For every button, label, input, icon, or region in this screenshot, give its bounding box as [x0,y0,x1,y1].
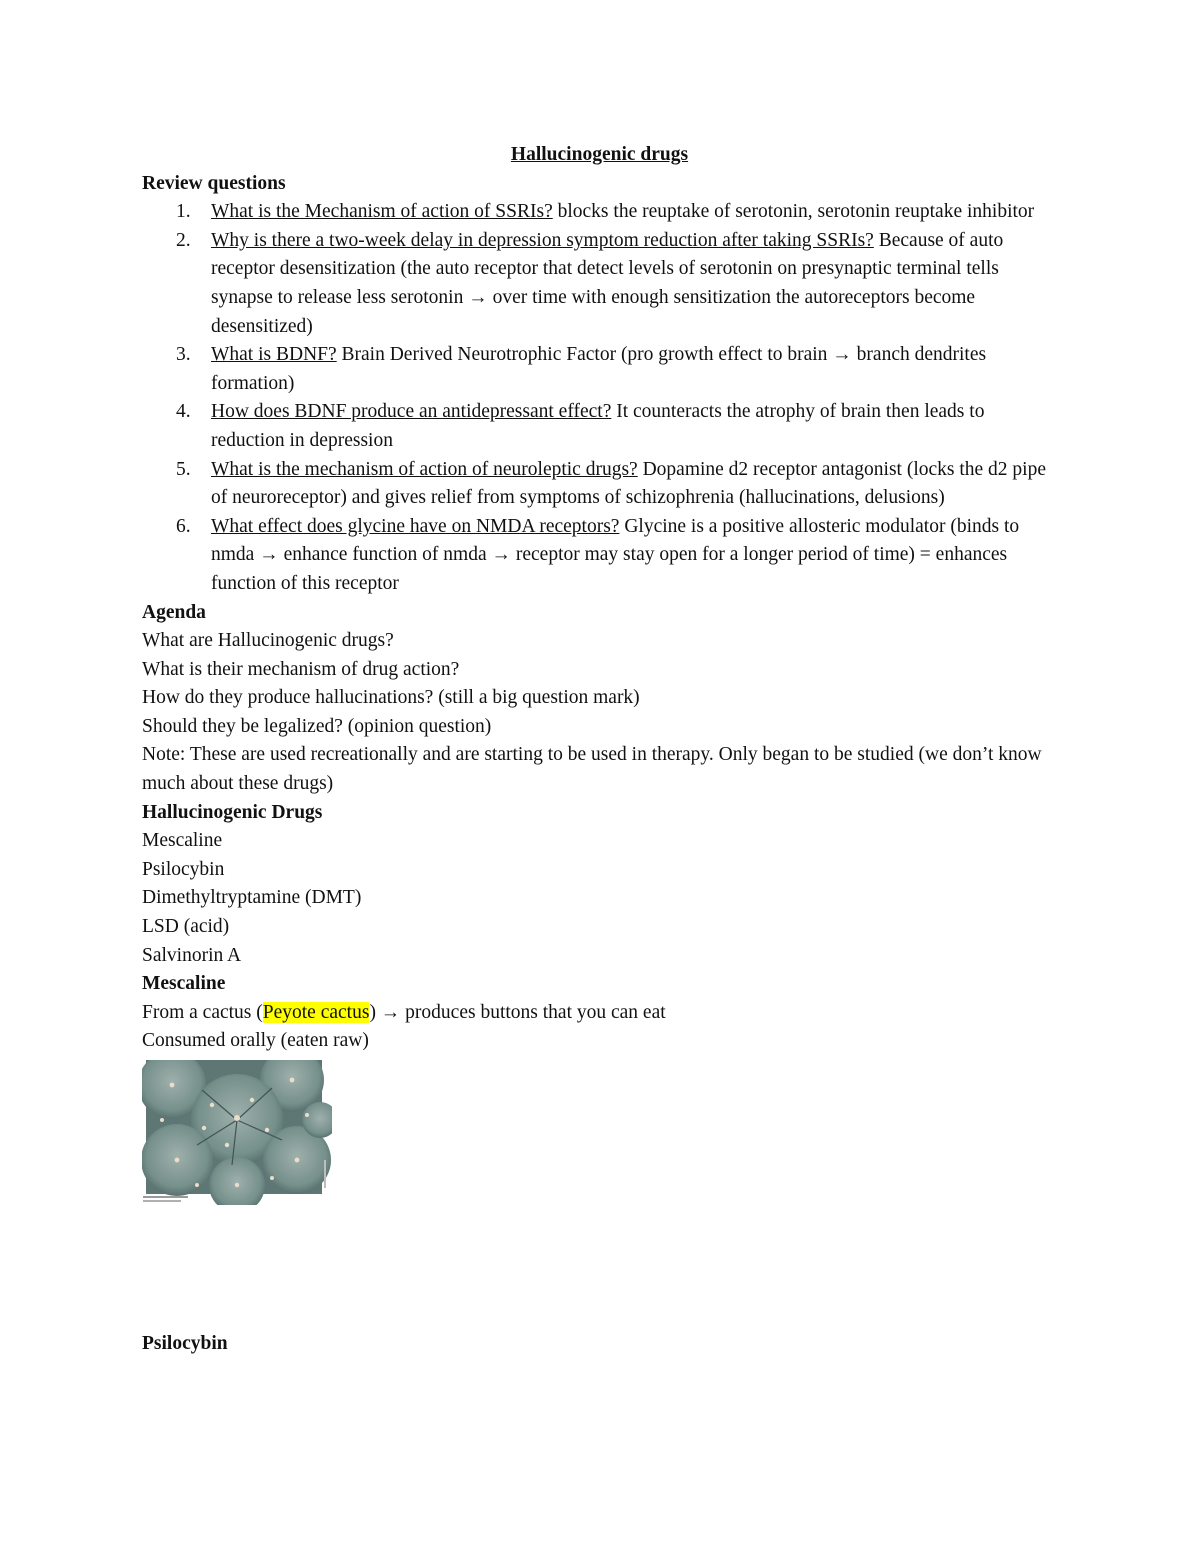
list-number: 6. [176,515,191,537]
review-question: What is the mechanism of action of neuroleptic drugs? [211,458,638,480]
list-number: 2. [176,229,191,251]
list-item [142,456,1057,513]
drug-list-item: LSD (acid) [142,916,230,938]
document-page [142,141,1057,1359]
list-item [142,398,1057,455]
agenda-note: Note: These are used recreationally and are starting to be used in therapy. Only began to be studied (we don’t know much about these drugs) [142,744,1042,795]
mescaline-source-text: From a cactus ( [142,1001,263,1023]
hallucinogenic-drugs-heading: Hallucinogenic Drugs [142,801,323,823]
peyote-cactus-photo [142,1060,332,1205]
review-question: What effect does glycine have on NMDA receptors? [211,515,620,537]
agenda-line: What are Hallucinogenic drugs? [142,630,394,652]
peyote-cactus-image [142,1060,332,1205]
list-item [142,341,1057,398]
mescaline-consumption-line: Consumed orally (eaten raw) [142,1030,369,1052]
drug-list-item: Psilocybin [142,858,225,880]
review-answer: Because of auto receptor desensitization (the auto receptor that detect levels of serotonin on presynaptic terminal tells synapse to release less serotonin → over time with enough sensitization the autoreceptors become desensitized) [211,229,1004,337]
review-answer: Brain Derived Neurotrophic Factor (pro growth effect to brain → branch dendrites formation) [211,344,987,394]
psilocybin-heading: Psilocybin [142,1333,228,1354]
review-questions-list [142,198,1057,598]
mescaline-source-line [142,999,1057,1028]
review-question: Why is there a two-week delay in depression symptom reduction after taking SSRIs? [211,229,874,251]
review-questions-heading: Review questions [142,172,286,194]
drug-list-item: Mescaline [142,830,223,852]
document-title: Hallucinogenic drugs [510,144,689,165]
review-answer: blocks the reuptake of serotonin, serotonin reuptake inhibitor [552,201,1035,223]
list-number: 3. [176,344,191,366]
mescaline-heading: Mescaline [142,973,226,995]
review-answer: Dopamine d2 receptor antagonist (locks the d2 pipe of neuroreceptor) and gives relief from symptoms of schizophrenia (hallucinations, delusions) [211,458,1047,509]
agenda-heading: Agenda [142,601,206,623]
drug-list-item: Salvinorin A [142,944,242,966]
drug-list-item: Dimethyltryptamine (DMT) [142,887,362,909]
review-question: How does BDNF produce an antidepressant effect? [211,401,612,423]
mescaline-source-text-end: ) → produces buttons that you can eat [369,1001,666,1023]
blank-space [142,1205,1057,1330]
review-answer: Glycine is a positive allosteric modulator (binds to nmda → enhance function of nmda → receptor may stay open for a longer period of time) = enhances function of this receptor [211,515,1020,594]
list-item [142,513,1057,599]
agenda-line: How do they produce hallucinations? (still a big question mark) [142,687,640,709]
review-answer: It counteracts the atrophy of brain then leads to reduction in depression [211,401,985,451]
agenda-line: What is their mechanism of drug action? [142,658,460,680]
agenda-line: Should they be legalized? (opinion question) [142,715,492,737]
list-item [142,227,1057,341]
review-question: What is the Mechanism of action of SSRIs? [211,201,553,223]
review-question: What is BDNF? [211,344,337,366]
list-number: 1. [176,201,191,223]
list-number: 5. [176,458,191,480]
list-number: 4. [176,401,191,423]
highlighted-text: Peyote cactus [262,1001,370,1023]
list-item [142,198,1057,227]
